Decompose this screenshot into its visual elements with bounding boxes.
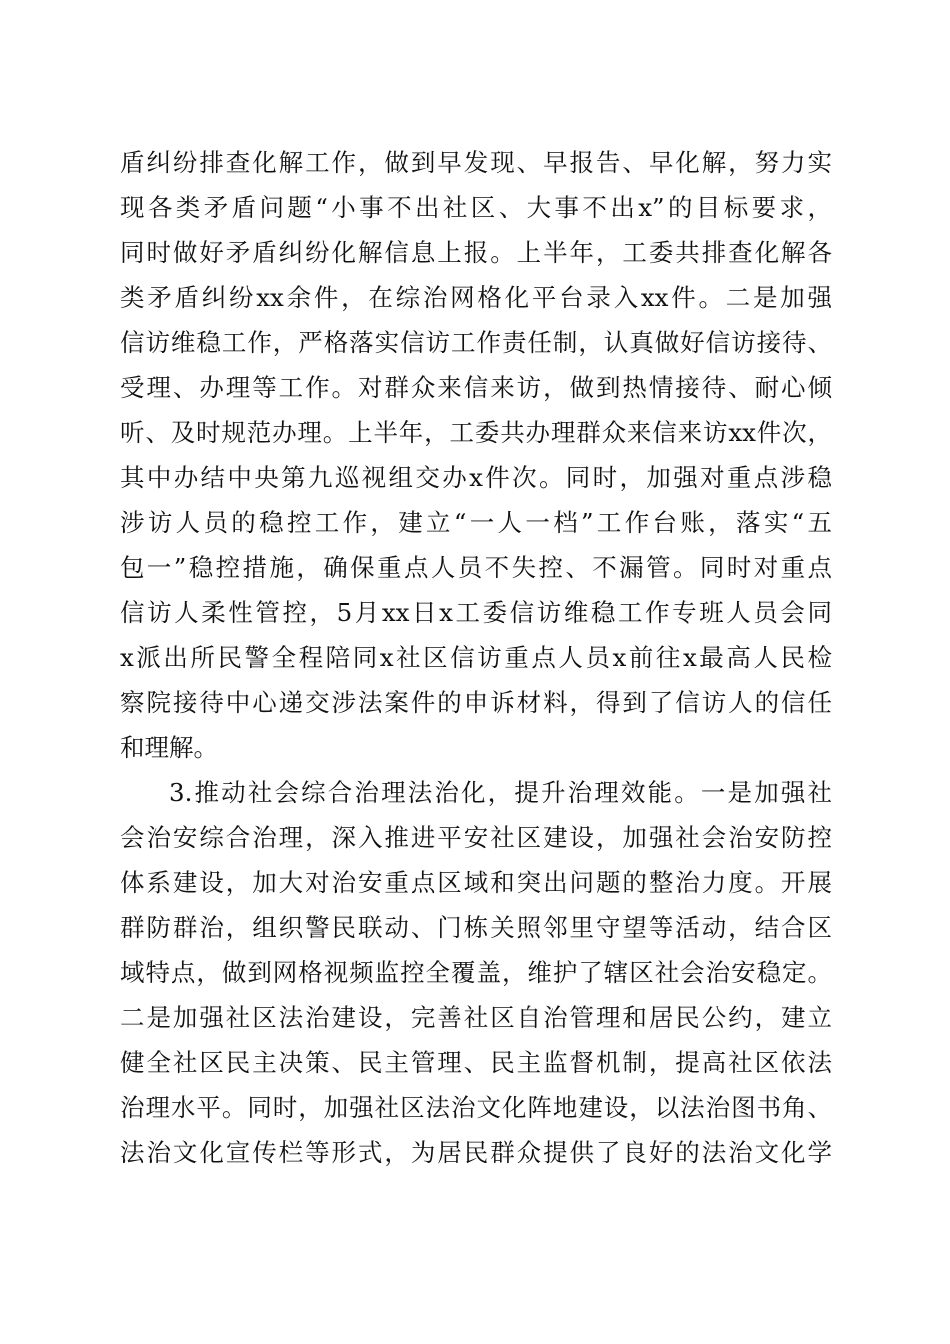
text-line: 同时做好矛盾纠纷化解信息上报。上半年，工委共排查化解各 [120,238,832,267]
text-line: 其中办结中央第九巡视组交办x件次。同时，加强对重点涉稳 [120,463,832,492]
text-line: 涉访人员的稳控工作，建立“一人一档”工作台账，落实“五 [120,508,832,537]
text-line: 察院接待中心递交涉法案件的申诉材料，得到了信访人的信任 [120,688,832,717]
text-line: 二是加强社区法治建设，完善社区自治管理和居民公约，建立 [120,1003,832,1032]
paragraph-end-line: 和理解。 [120,733,218,762]
text-line: 群防群治，组织警民联动、门栋关照邻里守望等活动，结合区 [120,913,832,942]
text-line: 盾纠纷排查化解工作，做到早发现、早报告、早化解，努力实 [120,148,832,177]
text-line: 治理水平。同时，加强社区法治文化阵地建设，以法治图书角、 [120,1093,832,1122]
text-line: 域特点，做到网格视频监控全覆盖，维护了辖区社会治安稳定。 [120,958,832,987]
text-line: 信访人柔性管控，5月xx日x工委信访维稳工作专班人员会同 [120,598,832,627]
text-line: 信访维稳工作，严格落实信访工作责任制，认真做好信访接待、 [120,328,832,357]
text-line: 体系建设，加大对治安重点区域和突出问题的整治力度。开展 [120,868,832,897]
text-line: 会治安综合治理，深入推进平安社区建设，加强社会治安防控 [120,823,832,852]
section-heading-line: 3.推动社会综合治理法治化，提升治理效能。一是加强社 [169,778,832,807]
text-line: 受理、办理等工作。对群众来信来访，做到热情接待、耐心倾 [120,373,832,402]
text-line: 法治文化宣传栏等形式，为居民群众提供了良好的法治文化学 [120,1138,832,1167]
text-line: 现各类矛盾问题“小事不出社区、大事不出x”的目标要求， [120,193,832,222]
text-line: 听、及时规范办理。上半年，工委共办理群众来信来访xx件次， [120,418,832,447]
body-text [120,140,832,1175]
text-line: x派出所民警全程陪同x社区信访重点人员x前往x最高人民检 [120,643,832,672]
text-line: 包一”稳控措施，确保重点人员不失控、不漏管。同时对重点 [120,553,832,582]
text-line: 健全社区民主决策、民主管理、民主监督机制，提高社区依法 [120,1048,832,1077]
text-line: 类矛盾纠纷xx余件，在综治网格化平台录入xx件。二是加强 [120,283,832,312]
